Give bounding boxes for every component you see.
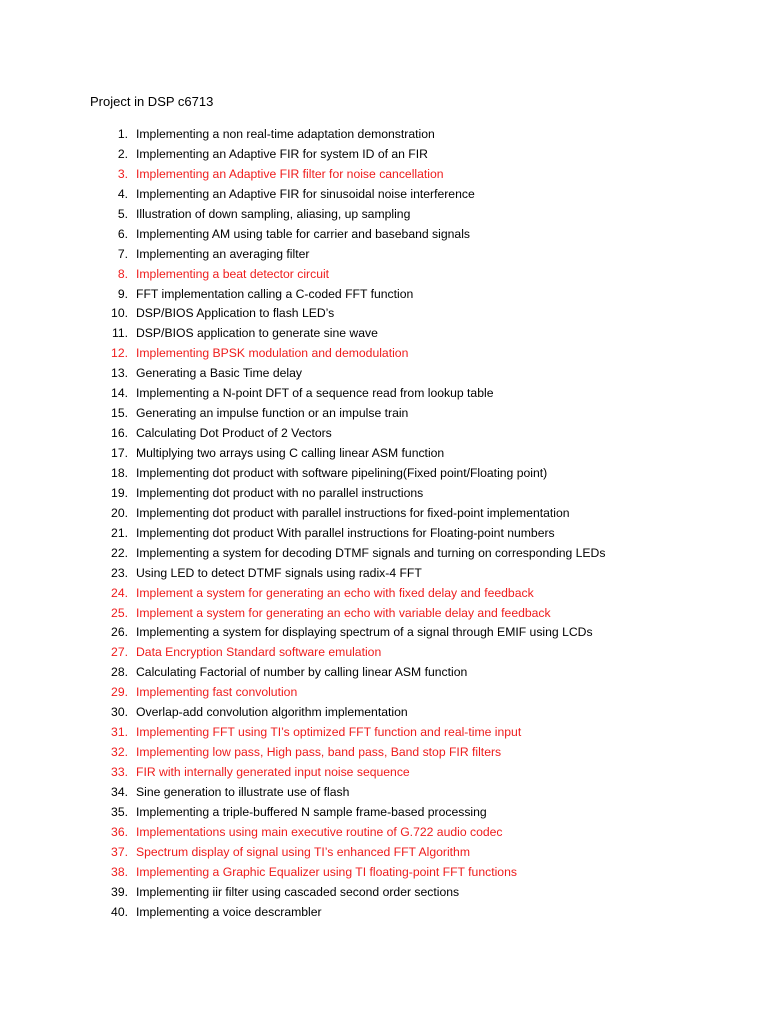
list-item-number: 2. — [117, 146, 128, 161]
list-item-number: 9. — [117, 286, 128, 301]
list-item-text: Implementing an Adaptive FIR for system ID of an FIR — [136, 146, 428, 161]
project-list-item — [0, 265, 768, 285]
list-item-text: Implementing a beat detector circuit — [136, 266, 330, 281]
list-item-number: 18. — [111, 465, 128, 480]
list-item-text: Spectrum display of signal using TI’s enhanced FFT Algorithm — [136, 844, 470, 859]
project-list-item — [0, 344, 768, 364]
project-list-item — [0, 185, 768, 205]
list-item-number: 39. — [111, 884, 128, 899]
project-list-item — [0, 205, 768, 225]
project-list-item — [0, 364, 768, 384]
project-list-item — [0, 524, 768, 544]
list-item-number: 37. — [111, 844, 128, 859]
list-item-text: Multiplying two arrays using C calling linear ASM function — [136, 446, 445, 460]
project-list — [0, 125, 768, 923]
list-item-number: 20. — [111, 505, 128, 520]
project-list-item — [0, 604, 768, 624]
project-list-item — [0, 763, 768, 783]
list-item-text: DSP/BIOS Application to flash LED’s — [136, 306, 335, 321]
list-item-text: Implementations using main executive routine of G.722 audio codec — [136, 824, 503, 839]
list-item-text: Implementing an Adaptive FIR filter for noise cancellation — [136, 166, 444, 181]
project-list-item — [0, 444, 768, 464]
list-item-text: Implementing a non real-time adaptation demonstration — [136, 127, 435, 141]
list-item-number: 22. — [111, 545, 128, 560]
list-item-number: 12. — [111, 346, 128, 361]
list-item-text: Implementing BPSK modulation and demodulation — [136, 346, 409, 361]
list-item-number: 5. — [117, 206, 128, 221]
list-item-number: 15. — [111, 406, 128, 421]
list-item-text: Implementing a triple-buffered N sample frame-based processing — [136, 804, 487, 819]
project-list-item — [0, 883, 768, 903]
project-list-item — [0, 145, 768, 165]
list-item-number: 23. — [111, 565, 128, 580]
project-list-item — [0, 384, 768, 404]
list-item-text: Sine generation to illustrate use of flash — [136, 784, 350, 799]
list-item-text: Implementing dot product with parallel instructions for fixed-point implementation — [136, 505, 570, 520]
list-item-text: Implementing a Graphic Equalizer using TI floating-point FFT functions — [136, 864, 517, 879]
list-item-number: 17. — [111, 446, 128, 460]
project-list-item — [0, 404, 768, 424]
list-item-number: 16. — [111, 426, 128, 441]
list-item-number: 35. — [111, 804, 128, 819]
list-item-number: 10. — [111, 306, 128, 321]
list-item-number: 14. — [111, 386, 128, 401]
list-item-number: 11. — [111, 326, 128, 341]
project-list-item — [0, 504, 768, 524]
list-item-number: 26. — [111, 625, 128, 640]
list-item-number: 21. — [111, 525, 128, 540]
list-item-number: 6. — [117, 226, 128, 241]
project-list-item — [0, 743, 768, 763]
project-list-item — [0, 484, 768, 504]
list-item-text: Implementing low pass, High pass, band pass, Band stop FIR filters — [136, 745, 502, 760]
project-list-item — [0, 225, 768, 245]
list-item-text: Calculating Dot Product of 2 Vectors — [136, 426, 332, 441]
project-list-item — [0, 723, 768, 743]
project-list-item — [0, 703, 768, 723]
project-list-item — [0, 783, 768, 803]
list-item-number: 36. — [111, 824, 128, 839]
project-list-item — [0, 843, 768, 863]
list-item-number: 38. — [111, 864, 128, 879]
list-item-number: 4. — [117, 186, 128, 201]
list-item-text: FIR with internally generated input noise sequence — [136, 765, 410, 779]
project-list-item — [0, 285, 768, 305]
list-item-text: Implementing a system for decoding DTMF signals and turning on corresponding LEDs — [136, 545, 606, 560]
project-list-item — [0, 165, 768, 185]
project-list-item — [0, 304, 768, 324]
list-item-text: Data Encryption Standard software emulation — [136, 645, 382, 660]
list-item-number: 33. — [111, 765, 128, 779]
list-item-text: FFT implementation calling a C-coded FFT function — [136, 286, 414, 301]
project-list-item — [0, 464, 768, 484]
list-item-text: Implement a system for generating an echo with variable delay and feedback — [136, 605, 551, 620]
project-list-item — [0, 863, 768, 883]
list-item-text: Generating a Basic Time delay — [136, 366, 302, 381]
list-item-text: Implementing dot product with no parallel instructions — [136, 485, 424, 500]
list-item-number: 8. — [117, 266, 128, 281]
list-item-text: Implementing a N-point DFT of a sequence read from lookup table — [136, 386, 494, 401]
list-item-number: 27. — [111, 645, 128, 660]
list-item-text: Implementing iir filter using cascaded second order sections — [136, 884, 460, 899]
list-item-number: 31. — [111, 725, 128, 740]
list-item-text: Implementing a voice descrambler — [136, 904, 322, 919]
project-list-item — [0, 544, 768, 564]
project-list-item — [0, 623, 768, 643]
list-item-text: DSP/BIOS application to generate sine wave — [136, 326, 378, 341]
list-item-text: Overlap-add convolution algorithm implementation — [136, 705, 408, 720]
list-item-text: Implement a system for generating an echo with fixed delay and feedback — [136, 585, 534, 600]
list-item-number: 7. — [117, 246, 128, 261]
project-list-item — [0, 424, 768, 444]
list-item-number: 19. — [111, 485, 128, 500]
project-list-item — [0, 663, 768, 683]
project-list-item — [0, 324, 768, 344]
list-item-number: 25. — [111, 605, 128, 620]
list-item-number: 24. — [111, 585, 128, 600]
list-item-text: Implementing an Adaptive FIR for sinusoidal noise interference — [136, 186, 475, 201]
list-item-number: 29. — [111, 685, 128, 700]
list-item-text: Generating an impulse function or an impulse train — [136, 406, 409, 421]
project-list-item — [0, 803, 768, 823]
list-item-text: Calculating Factorial of number by calling linear ASM function — [136, 665, 468, 680]
project-list-item — [0, 823, 768, 843]
project-list-item — [0, 683, 768, 703]
list-item-number: 40. — [111, 904, 128, 919]
list-item-text: Using LED to detect DTMF signals using radix-4 FFT — [136, 565, 422, 580]
list-item-number: 28. — [111, 665, 128, 680]
project-list-item — [0, 125, 768, 145]
project-list-item — [0, 245, 768, 265]
list-item-text: Implementing an averaging filter — [136, 246, 310, 261]
list-item-number: 13. — [111, 366, 128, 381]
list-item-text: Illustration of down sampling, aliasing, up sampling — [136, 206, 411, 221]
project-list-item — [0, 903, 768, 923]
list-item-number: 30. — [111, 705, 128, 720]
project-list-item — [0, 643, 768, 663]
list-item-number: 1. — [117, 127, 128, 141]
list-item-text: Implementing FFT using TI’s optimized FFT function and real-time input — [136, 725, 522, 740]
project-list-item — [0, 584, 768, 604]
list-item-number: 34. — [111, 784, 128, 799]
list-item-text: Implementing dot product With parallel instructions for Floating-point numbers — [136, 525, 555, 540]
list-item-text: Implementing dot product with software pipelining(Fixed point/Floating point) — [136, 465, 548, 480]
project-list-item — [0, 564, 768, 584]
list-item-text: Implementing a system for displaying spectrum of a signal through EMIF using LCDs — [136, 625, 593, 640]
document-title: Project in DSP c6713 — [90, 94, 214, 109]
list-item-text: Implementing AM using table for carrier and baseband signals — [136, 226, 470, 241]
list-item-number: 3. — [117, 166, 128, 181]
list-item-number: 32. — [111, 745, 128, 760]
list-item-text: Implementing fast convolution — [136, 685, 298, 700]
